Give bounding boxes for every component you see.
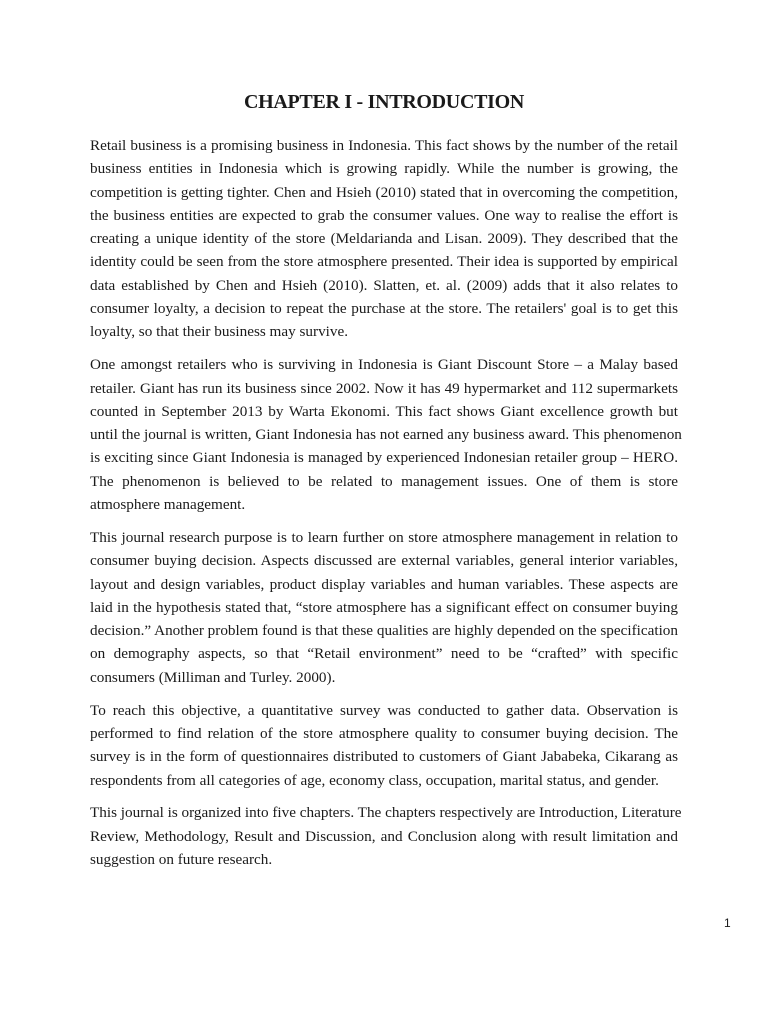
text-line: This journal is organized into five chapters. The chapters respectively are Introduction, Literature [90, 804, 682, 822]
text-line: consumer loyalty, a decision to repeat the purchase at the store. The retailers' goal is to get this [90, 300, 678, 318]
text-line: layout and design variables, product display variables and human variables. These aspects are [90, 575, 678, 593]
text-line: laid in the hypothesis stated that, “store atmosphere has a significant effect on consumer buying [90, 598, 678, 616]
text-line: identity could be seen from the store atmosphere presented. Their idea is supported by empirical [90, 253, 678, 271]
text-line: suggestion on future research. [90, 850, 273, 868]
chapter-title: CHAPTER I - INTRODUCTION [243, 91, 525, 113]
text-line: consumer buying decision. Aspects discussed are external variables, general interior variables, [90, 552, 678, 570]
document-body [90, 134, 682, 881]
text-line: counted in September 2013 by Warta Ekonomi. This fact shows Giant excellence growth but [90, 402, 678, 420]
paragraph [90, 353, 682, 516]
text-line: the business entities are expected to grab the consumer values. One way to realise the effort is [90, 206, 678, 224]
paragraph [90, 134, 678, 344]
text-line: One amongst retailers who is surviving in Indonesia is Giant Discount Store – a Malay based [90, 356, 678, 374]
text-line: Retail business is a promising business in Indonesia. This fact shows by the number of the retail [90, 137, 678, 154]
text-line: Review, Methodology, Result and Discussion, and Conclusion along with result limitation and [90, 827, 678, 845]
text-line: atmosphere management. [90, 496, 246, 514]
text-line: loyalty, so that their business may survive. [90, 323, 349, 341]
text-line: performed to find relation of the store atmosphere quality to consumer buying decision. The [90, 724, 678, 742]
text-line: respondents from all categories of age, economy class, occupation, marital status, and gender. [90, 771, 659, 789]
paragraph [90, 526, 678, 689]
text-line: data established by Chen and Hsieh (2010). Slatten, et. al. (2009) adds that it also relates to [90, 276, 678, 294]
text-line: retailer. Giant has run its business since 2002. Now it has 49 hypermarket and 112 supermarkets [90, 379, 678, 397]
text-line: on demography aspects, so that “Retail environment” need to be “crafted” with specific [90, 645, 678, 663]
text-line: This journal research purpose is to learn further on store atmosphere management in relation to [90, 528, 678, 546]
text-line: To reach this objective, a quantitative survey was conducted to gather data. Observation is [90, 701, 678, 719]
text-line: The phenomenon is believed to be related to management issues. One of them is store [90, 472, 678, 490]
text-line: is exciting since Giant Indonesia is managed by experienced Indonesian retailer group – HERO. [90, 449, 678, 467]
text-line: consumers (Milliman and Turley. 2000). [90, 668, 336, 686]
text-line: until the journal is written, Giant Indonesia has not earned any business award. This phenomenon [90, 426, 682, 444]
paragraph [90, 801, 682, 871]
text-line: competition is getting tighter. Chen and Hsieh (2010) stated that in overcoming the competition, [90, 183, 678, 201]
paragraph [90, 699, 678, 792]
text-line: decision.” Another problem found is that these qualities are highly depended on the specification [90, 622, 678, 640]
text-line: business entities in Indonesia which is growing rapidly. While the number is growing, the [90, 160, 678, 178]
text-line: survey is in the form of questionnaires distributed to customers of Giant Jababeka, Cikarang as [90, 748, 678, 766]
page-number: 1 [724, 916, 731, 930]
text-line: creating a unique identity of the store (Meldarianda and Lisan. 2009). They described that the [90, 230, 678, 248]
